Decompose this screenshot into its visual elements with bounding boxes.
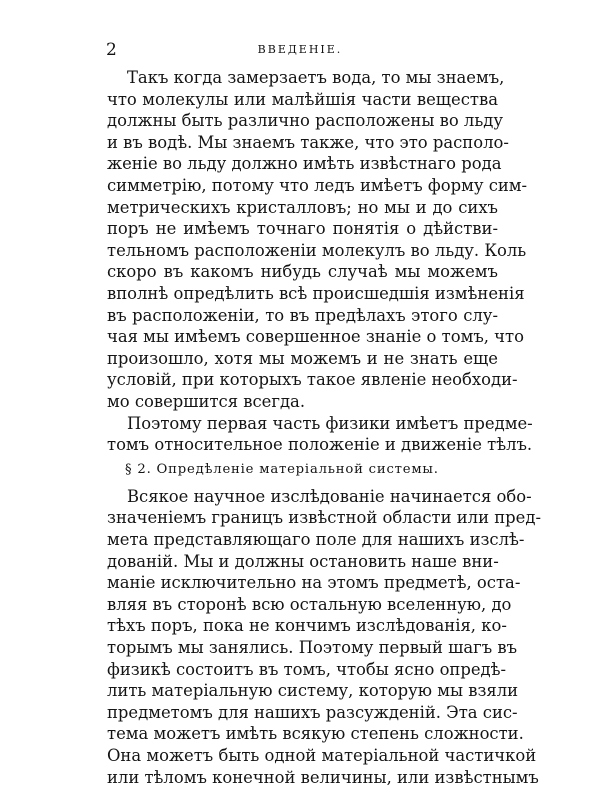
text-line: предметомъ для нашихъ разсужденiй. Эта сис- bbox=[107, 702, 518, 722]
text-line: торымъ мы занялись. Поэтому первый шагъ въ bbox=[107, 638, 517, 657]
text-line: что молекулы или малѣйшiя части вещества bbox=[107, 89, 498, 109]
text-line: значенiемъ границъ извѣстной области или пред- bbox=[107, 508, 541, 528]
section-heading: § 2. Опредѣленiе матерiальной системы. bbox=[125, 461, 439, 477]
text-line: поръ не имѣемъ точнаго понятiя о дѣйстви- bbox=[107, 219, 498, 239]
text-line: Она можетъ быть одной матерiальной частичкой bbox=[107, 746, 537, 765]
page-number: 2 bbox=[106, 40, 117, 60]
text-line: вполнѣ опредѣлить всѣ происшедшiя измѣненiя bbox=[107, 284, 525, 303]
text-line: чая мы имѣемъ совершенное знанiе о томъ, что bbox=[107, 327, 524, 347]
text-line: женiе во льду должно имѣть извѣстнаго рода bbox=[107, 154, 502, 174]
text-line: мета представляющаго поле для нашихъ изслѣ- bbox=[107, 530, 525, 549]
text-line: должны быть различно расположены во льду bbox=[107, 111, 503, 131]
text-line: или тѣломъ конечной величины, или извѣстнымъ bbox=[107, 767, 539, 787]
running-title: ВВЕДЕНIЕ. bbox=[257, 43, 343, 56]
text-line: физикѣ состоитъ въ томъ, чтобы ясно опредѣ- bbox=[107, 659, 507, 679]
text-line: тема можетъ имѣть всякую степень сложности. bbox=[107, 724, 524, 744]
text-line: дованiй. Мы и должны остановить наше вни- bbox=[107, 551, 499, 571]
text-line: мо совершится всегда. bbox=[107, 392, 306, 411]
text-line: тѣхъ поръ, пока не кончимъ изслѣдованiя, ко- bbox=[107, 616, 507, 636]
text-line: манiе исключительно на этомъ предметѣ, оста- bbox=[107, 573, 521, 593]
text-line: произошло, хотя мы можемъ и не знать еще bbox=[107, 348, 498, 368]
text-line: лить матерiальную систему, которую мы взяли bbox=[107, 681, 519, 701]
text-line: въ расположенiи, то въ предѣлахъ этого слу- bbox=[107, 305, 498, 325]
text-line: тельномъ расположенiи молекулъ во льду. Коль bbox=[107, 240, 527, 260]
text-line: Поэтому первая часть физики имѣетъ предме- bbox=[127, 413, 533, 433]
text-line: Всякое научное изслѣдованiе начинается обо- bbox=[127, 486, 532, 506]
text-line: томъ относительное положенiе и движенiе тѣлъ. bbox=[107, 435, 533, 455]
text-line: вляя въ сторонѣ всю остальную вселенную, до bbox=[107, 594, 512, 614]
text-line: Такъ когда замерзаетъ вода, то мы знаемъ, bbox=[127, 68, 505, 87]
text-line: и въ водѣ. Мы знаемъ также, что это располо- bbox=[107, 132, 509, 152]
text-line: симметрiю, потому что ледъ имѣетъ форму сим- bbox=[107, 176, 528, 195]
text-line: скоро въ какомъ нибудь случаѣ мы можемъ bbox=[107, 262, 498, 282]
text-line: условiй, при которыхъ такое явленiе необходи- bbox=[107, 370, 518, 390]
text-line: метрическихъ кристалловъ; но мы и до сихъ bbox=[107, 197, 498, 217]
